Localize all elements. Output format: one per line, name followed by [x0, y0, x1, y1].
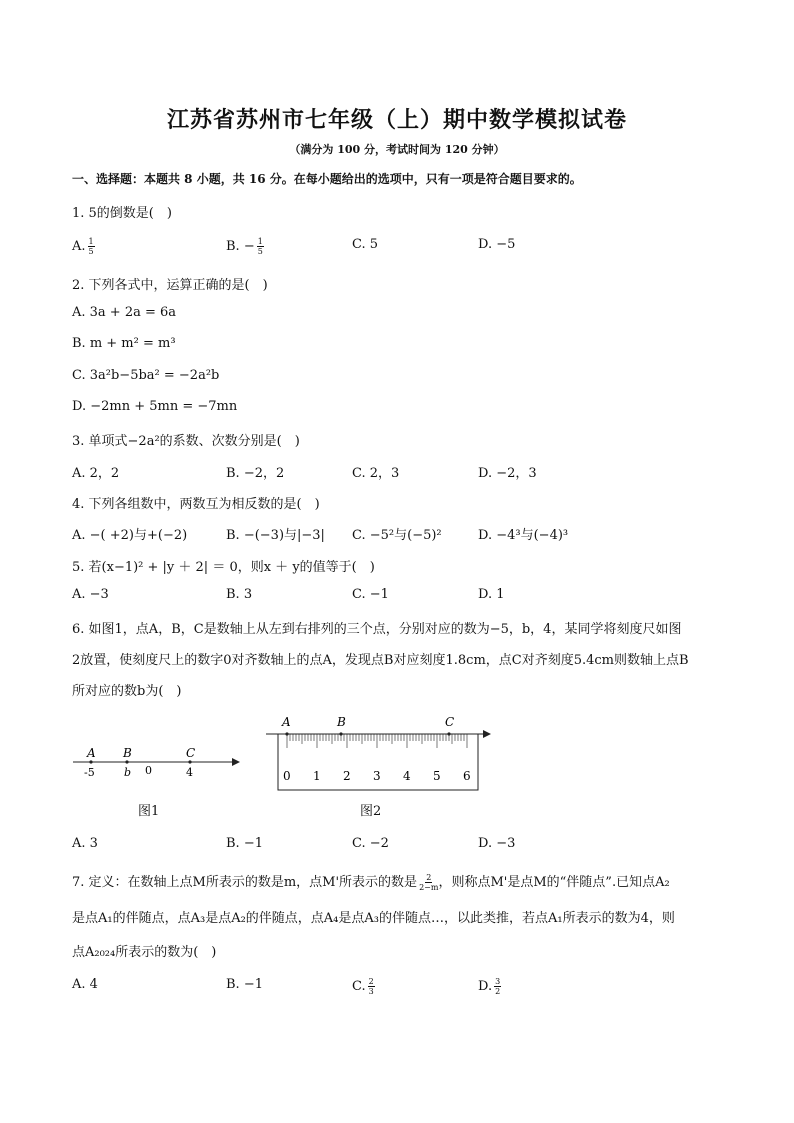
q1-option-b: B. − $\frac{1}{5}$: [226, 237, 263, 256]
q2-option-a: A. 3a + 2a = 6a: [72, 305, 177, 320]
q4-option-a: A. −( +2)与+(−2): [72, 528, 188, 543]
question-6-line-2: 2放置，使刻度尺上的数字0对齐数轴上的点A，发现点B对应刻度1.8cm，点C对齐刻度5.4cm则数轴上点B: [72, 653, 689, 668]
q2-option-c: C. 3a²b−5ba² = −2a²b: [72, 368, 220, 383]
q4-option-b: B. −(−3)与|−3|: [226, 528, 325, 543]
ruler-number-2: 2: [343, 769, 351, 783]
q5-option-b: B. 3: [226, 587, 253, 602]
fig2-label-a: A: [282, 715, 291, 729]
q4-option-c: C. −5²与(−5)²: [352, 528, 442, 543]
q6-option-a: A. 3: [72, 836, 98, 851]
figure-1-caption: 图1: [138, 804, 160, 819]
fig2-label-b: B: [337, 715, 346, 729]
section-heading: 一、选择题：本题共 8 小题，共 16 分。在每小题给出的选项中，只有一项是符合题目要求的。: [72, 172, 582, 186]
fig1-label-a: A: [87, 746, 96, 760]
ruler-number-4: 4: [403, 769, 411, 783]
q6-option-b: B. −1: [226, 836, 263, 851]
exam-info: （满分为 100 分，考试时间为 120 分钟）: [289, 143, 505, 156]
q6-option-d: D. −3: [478, 836, 516, 851]
q7-option-b: B. −1: [226, 977, 263, 992]
q5-option-d: D. 1: [478, 587, 505, 602]
q1-option-d: D. −5: [478, 237, 516, 252]
question-3-stem: 3. 单项式−2a²的系数、次数分别是( ): [72, 434, 300, 449]
question-2-stem: 2. 下列各式中，运算正确的是( ): [72, 278, 268, 293]
question-5-stem: 5. 若(x−1)² + |y ＋ 2| ＝ 0，则x ＋ y的值等于( ): [72, 560, 375, 575]
figure-2-ruler: [262, 714, 494, 794]
ruler-number-0: 0: [283, 769, 291, 783]
question-7-line-2: 是点A₁的伴随点，点A₃是点A₂的伴随点，点A₄是点A₃的伴随点…，以此类推，若点A₁所表示的数为4，则: [72, 911, 675, 926]
q6-option-c: C. −2: [352, 836, 389, 851]
question-6-line-3: 所对应的数b为( ): [72, 684, 182, 699]
ruler-number-6: 6: [463, 769, 471, 783]
q3-option-b: B. −2，2: [226, 466, 285, 481]
fig1-value-0: 0: [145, 764, 152, 777]
q7-option-c: C. $\frac{2}{3}$: [352, 977, 374, 996]
fig1-label-c: C: [186, 746, 196, 760]
ruler-number-3: 3: [373, 769, 381, 783]
q2-option-b: B. m + m² = m³: [72, 336, 176, 351]
q5-option-a: A. −3: [72, 587, 109, 602]
q7-option-a: A. 4: [72, 977, 98, 992]
q3-option-a: A. 2，2: [72, 466, 120, 481]
fig1-value-neg5: -5: [84, 766, 95, 779]
ruler-number-5: 5: [433, 769, 441, 783]
q3-option-c: C. 2，3: [352, 466, 400, 481]
q1-option-a: A. $\frac{1}{5}$: [72, 237, 94, 256]
question-6-line-1: 6. 如图1，点A，B，C是数轴上从左到右排列的三个点，分别对应的数为−5，b，4，某同学将刻度尺如图: [72, 622, 682, 637]
q5-option-c: C. −1: [352, 587, 389, 602]
question-7-line-1: 7. 定义：在数轴上点M所表示的数是m，点M'所表示的数是 $\frac{2}{2-m}$ ，则称点M'是点M的“伴随点”.已知点A₂: [72, 873, 670, 892]
ruler-tick-marks: [287, 734, 467, 748]
q1-option-c: C. 5: [352, 237, 379, 252]
question-7-line-3: 点A₂₀₂₄所表示的数为( ): [72, 945, 217, 960]
q3-option-d: D. −2，3: [478, 466, 537, 481]
fig1-label-b: B: [123, 746, 132, 760]
page-title: 江苏省苏州市七年级（上）期中数学模拟试卷: [166, 107, 627, 133]
figure-1-number-line: [68, 738, 248, 788]
question-1-stem: 1. 5的倒数是( ): [72, 206, 172, 221]
q2-option-d: D. −2mn + 5mn = −7mn: [72, 399, 238, 414]
ruler-number-1: 1: [313, 769, 321, 783]
question-4-stem: 4. 下列各组数中，两数互为相反数的是( ): [72, 497, 320, 512]
figure-2-caption: 图2: [360, 804, 382, 819]
fig1-value-b: b: [124, 766, 132, 779]
q7-option-d: D. $\frac{3}{2}$: [478, 977, 501, 996]
fig1-value-4: 4: [186, 766, 193, 779]
q4-option-d: D. −4³与(−4)³: [478, 528, 569, 543]
fig2-label-c: C: [445, 715, 455, 729]
